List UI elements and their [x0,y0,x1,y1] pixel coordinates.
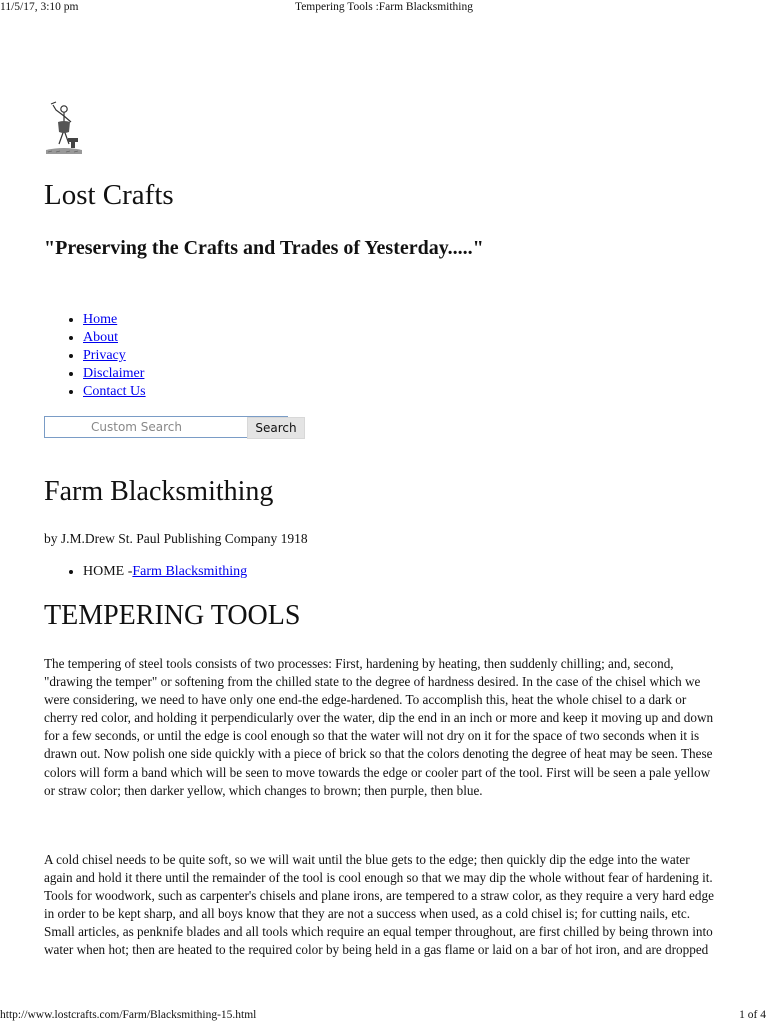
main-nav [44,311,146,401]
book-byline: by J.M.Drew St. Paul Publishing Company 1918 [44,531,308,546]
print-date: 11/5/17, 3:10 pm [0,1,79,13]
nav-item-disclaimer [83,365,146,383]
body-paragraph-2: A cold chisel needs to be quite soft, so we will wait until the blue gets to the edge; then quickly dip the edge into the water again and hold it there until the remainder of the tool is cool enough so that we may dip the whole without fear of hardening it. Tools for woodwork, such as carpenter's chisels and plane irons, are tempered to a straw color, as they require a very hard edge in order to be kept sharp, and all boys know that they are not a success when used, as a cold chisel is; for cutting nails, etc. Small articles, as penknife blades and all tools which require an equal temper throughout, are first chilled by being thrown into water when hot; then are heated to the required color by being held in a gas flame or laid on a bar of hot iron, and are dropped [44,852,714,958]
breadcrumb-item [83,563,247,581]
breadcrumb [44,563,247,581]
search-button[interactable]: Search [247,417,305,439]
nav-item-about [83,329,146,347]
breadcrumb-link[interactable]: Farm Blacksmithing [132,564,248,579]
nav-item-contact [83,383,146,401]
nav-link-about[interactable]: About [83,330,118,345]
search-input[interactable]: Custom Search [44,416,288,438]
nav-item-home [83,311,146,329]
blacksmith-figure-icon [44,100,84,156]
site-title: Lost Crafts [44,179,174,211]
nav-link-home[interactable]: Home [83,312,118,327]
body-paragraph-1: The tempering of steel tools consists of two processes: First, hardening by heating, then suddenly chilling; and, second, "drawing the temper" or softening from the chilled state to the degree of hardness desired. In the case of the chisel which we were considering, we need to have only one end-the edge-hardened. To accomplish this, heat the whole chisel to a dark or cherry red color, and holding it perpendicularly over the water, dip the end in an inch or more and keep it moving up and down for a few seconds, or until the edge is cool enough so that the water will not dry on it for the space of two seconds when it is drawn out. Now polish one side quickly with a piece of brick so that the colors denoting the degree of heat may be seen. These colors will form a band which will be seen to move towards the edge or cooler part of the tool. First will be seen a pale yellow or straw color; then darker yellow, which changes to brown; then purple, then blue. [44,656,714,798]
nav-link-disclaimer[interactable]: Disclaimer [83,366,145,381]
nav-link-contact[interactable]: Contact Us [83,384,146,399]
breadcrumb-prefix: HOME - [83,564,133,579]
site-tagline: "Preserving the Crafts and Trades of Yesterday....." [44,237,484,259]
chapter-title: TEMPERING TOOLS [44,600,301,631]
nav-link-privacy[interactable]: Privacy [83,348,126,363]
print-header [0,0,768,16]
book-title: Farm Blacksmithing [44,476,274,507]
print-url: http://www.lostcrafts.com/Farm/Blacksmithing-15.html [0,1009,257,1021]
nav-item-privacy [83,347,146,365]
print-page-title: Tempering Tools :Farm Blacksmithing [294,1,473,13]
print-footer [0,1008,768,1024]
print-page-count: 1 of 4 [739,1009,766,1021]
